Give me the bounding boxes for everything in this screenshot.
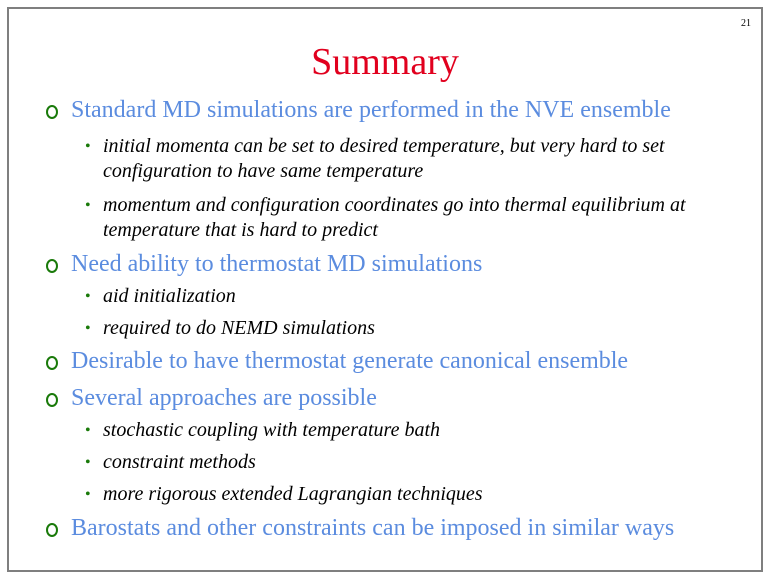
- bullet-text: Several approaches are possible: [71, 384, 377, 411]
- dot-bullet-icon: •: [85, 287, 91, 305]
- sub-bullet-text: stochastic coupling with temperature bath: [103, 418, 441, 441]
- page-number: 21: [741, 18, 751, 29]
- ring-bullet-icon: [46, 356, 58, 370]
- ring-bullet-icon: [46, 105, 58, 119]
- sub-bullet-text: momentum and configuration coordinates go into thermal equilibrium at temperature that is hard to predict: [103, 193, 686, 241]
- dot-bullet-icon: •: [85, 196, 91, 214]
- dot-bullet-icon: •: [85, 453, 91, 471]
- bullet-item: [45, 348, 745, 375]
- bullet-text: Need ability to thermostat MD simulations: [71, 250, 483, 277]
- slide-title: Summary: [311, 41, 459, 83]
- ring-bullet-icon: [46, 523, 58, 537]
- sub-bullet-item: [45, 482, 745, 507]
- bullet-item: [45, 515, 745, 542]
- dot-bullet-icon: •: [85, 137, 91, 155]
- sub-bullet-text: required to do NEMD simulations: [103, 316, 375, 339]
- ring-bullet-icon: [46, 393, 58, 407]
- bullet-text: Desirable to have thermostat generate canonical ensemble: [71, 347, 629, 374]
- sub-bullet-text: initial momenta can be set to desired temperature, but very hard to set configuration to have same temperature: [103, 134, 665, 182]
- bullet-item: [45, 385, 745, 412]
- bullet-text: Standard MD simulations are performed in the NVE ensemble: [71, 97, 671, 123]
- slide-frame: [7, 7, 763, 572]
- dot-bullet-icon: •: [85, 485, 91, 503]
- sub-bullet-item: [45, 134, 745, 184]
- ring-bullet-icon: [46, 259, 58, 273]
- bullet-list: [45, 97, 745, 541]
- bullet-item: [45, 251, 745, 278]
- sub-bullet-text: more rigorous extended Lagrangian techniques: [103, 482, 483, 505]
- sub-bullet-item: [45, 450, 745, 475]
- dot-bullet-icon: •: [85, 319, 91, 337]
- sub-bullet-text: aid initialization: [103, 284, 236, 307]
- sub-bullet-item: [45, 193, 745, 243]
- sub-bullet-item: [45, 418, 745, 443]
- sub-bullet-item: [45, 316, 745, 341]
- bullet-text: Barostats and other constraints can be imposed in similar ways: [71, 514, 675, 541]
- sub-bullet-text: constraint methods: [103, 450, 256, 473]
- sub-bullet-item: [45, 284, 745, 309]
- dot-bullet-icon: •: [85, 421, 91, 439]
- bullet-item: [45, 97, 745, 124]
